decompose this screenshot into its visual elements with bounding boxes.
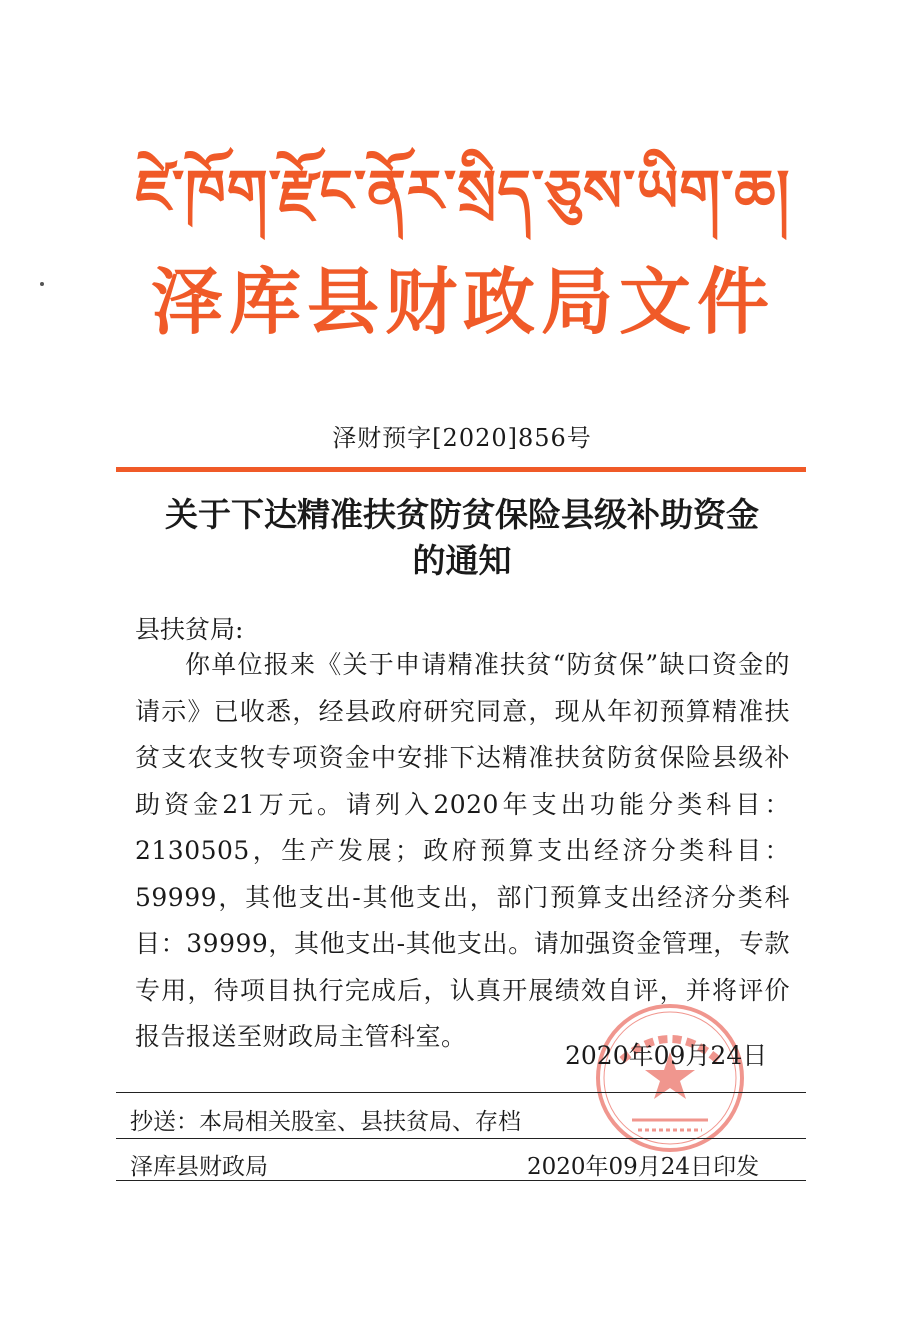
document-number: 泽财预字[2020]856号	[332, 424, 592, 452]
signed-date: 2020年09月24日	[565, 1041, 768, 1070]
notice-title	[100, 492, 824, 584]
footer-rule-top	[116, 1092, 806, 1093]
footer-rule-bottom	[116, 1180, 806, 1181]
organization-title: 泽库县财政局文件	[150, 260, 775, 344]
notice-title-line-1: 关于下达精准扶贫防贫保险县级补助资金	[165, 495, 759, 534]
issuing-office: 泽库县财政局	[130, 1154, 268, 1180]
footer-rule-middle	[116, 1138, 806, 1139]
print-date: 2020年09月24日印发	[527, 1154, 760, 1180]
addressee: 县扶贫局:	[135, 615, 244, 644]
tibetan-header: ཛེ་ཁོག་རྫོང་ནོར་སྲིད་ཅུས་ཡིག་ཆ།	[135, 156, 791, 225]
official-seal-stamp	[592, 1000, 748, 1156]
cc-recipients: 抄送：本局相关股室、县扶贫局、存档	[130, 1109, 521, 1135]
notice-title-line-2: 的通知	[412, 541, 512, 580]
red-divider-rule	[116, 467, 806, 472]
scan-speck	[40, 282, 44, 286]
body-paragraph: 你单位报来《关于申请精准扶贫“防贫保”缺口资金的请示》已收悉，经县政府研究同意，现从年初预算精准扶贫支农支牧专项资金中安排下达精准扶贫防贫保险县级补助资金21万元。请列入2020年支出功能分类科目：2130505，生产发展；政府预算支出经济分类科目：59999，其他支出-其他支出，部门预算支出经济分类科目：39999，其他支出-其他支出。请加强资金管理，专款专用，待项目执行完成后，认真开展绩效自评，并将评价报告报送至财政局主管科室。	[135, 650, 790, 1051]
